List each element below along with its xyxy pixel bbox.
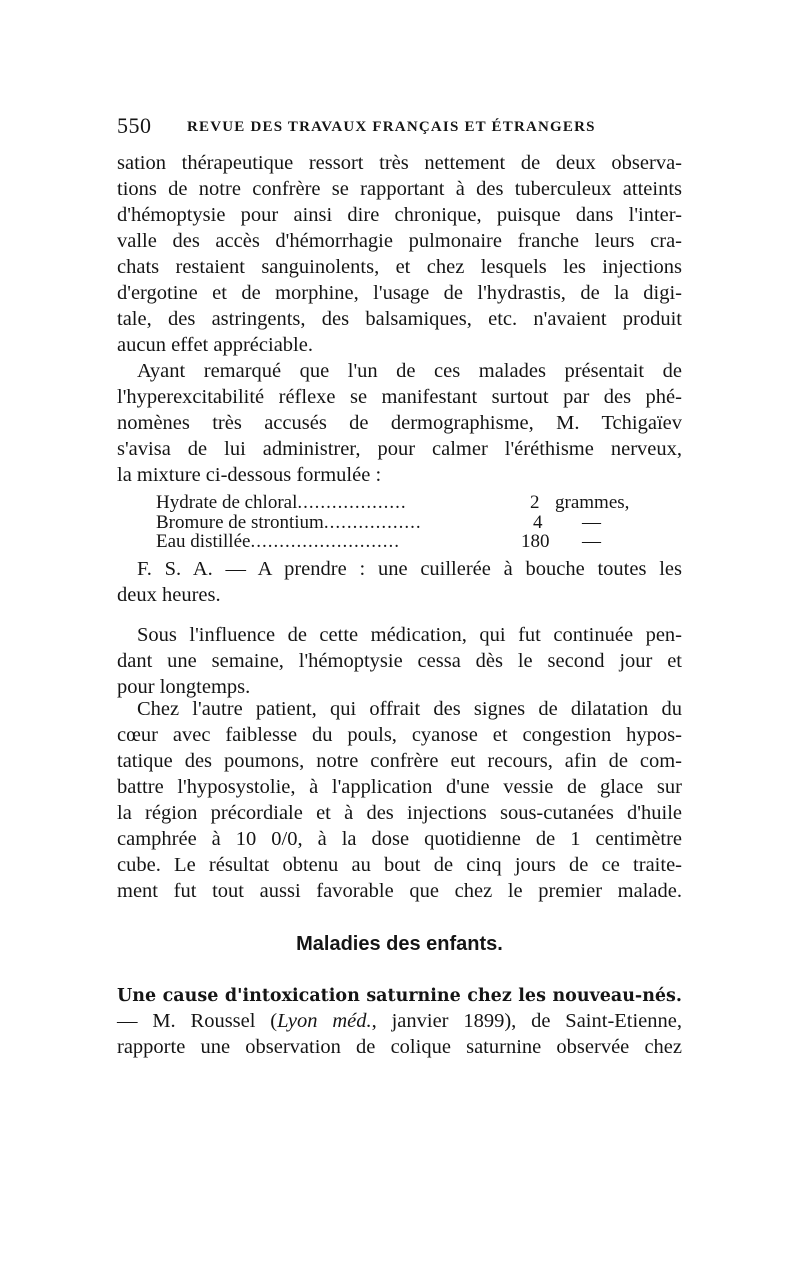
journal-name: Lyon méd. xyxy=(277,1010,372,1032)
ingredient-name: Eau distillée xyxy=(156,531,251,552)
text-segment: , janvier 1899), de Saint-Etienne, xyxy=(371,1010,683,1032)
text-line: deux heures. xyxy=(117,584,221,606)
text-line: d'hémoptysie pour ainsi dire chronique, puisque dans l'inter- xyxy=(117,204,682,226)
running-header xyxy=(117,113,682,143)
leader-dots: .......................... xyxy=(250,531,400,552)
leader-dots: ................. xyxy=(323,512,422,533)
running-title: REVUE DES TRAVAUX FRANÇAIS ET ÉTRANGERS xyxy=(187,119,596,135)
text-line: tatique des poumons, notre confrère eut recours, afin de com- xyxy=(117,750,682,772)
text-line: rapporte une observation de colique saturnine observée chez xyxy=(117,1036,682,1058)
text-line: pour longtemps. xyxy=(117,676,251,698)
text-line: chats restaient sanguinolents, et chez lesquels les injections xyxy=(117,256,682,278)
article-title-text: Une cause d'intoxication saturnine chez les nouveau-nés. xyxy=(117,986,682,1006)
text-line: Ayant remarqué que l'un de ces malades présentait de xyxy=(137,360,682,382)
page-number: 550 xyxy=(117,113,152,138)
text-line: Chez l'autre patient, qui offrait des signes de dilatation du xyxy=(137,698,682,720)
text-line: d'ergotine et de morphine, l'usage de l'hydrastis, de la digi- xyxy=(117,282,682,304)
ingredient-quantity: 180 xyxy=(521,531,550,552)
text-line: la région précordiale et à des injections sous-cutanées d'huile xyxy=(117,802,682,824)
text-line: ment fut tout aussi favorable que chez le premier malade. xyxy=(117,880,682,902)
ingredient-unit: — xyxy=(582,531,601,552)
text-line: tions de notre confrère se rapportant à des tuberculeux atteints xyxy=(117,178,682,200)
text-segment: — M. Roussel ( xyxy=(117,1010,278,1032)
text-line xyxy=(117,1008,682,1034)
ingredient-name: Bromure de strontium xyxy=(156,512,324,533)
text-line: sation thérapeutique ressort très nettement de deux observa- xyxy=(117,152,682,174)
text-line: la mixture ci-dessous formulée : xyxy=(117,464,382,486)
text-line: nomènes très accusés de dermographisme, M. Tchigaïev xyxy=(117,412,682,434)
article-title xyxy=(117,982,682,1008)
ingredient-quantity: 4 xyxy=(533,512,543,533)
text-line: valle des accès d'hémorrhagie pulmonaire franche leurs cra- xyxy=(117,230,682,252)
text-line: Sous l'influence de cette médication, qui fut continuée pen- xyxy=(137,624,682,646)
text-line: battre l'hyposystolie, à l'application d'une vessie de glace sur xyxy=(117,776,682,798)
text-line: dant une semaine, l'hémoptysie cessa dès le second jour et xyxy=(117,650,682,672)
ingredient-unit: — xyxy=(582,512,601,533)
ingredient-quantity: 2 xyxy=(530,492,540,513)
text-line: s'avisa de lui administrer, pour calmer l'éréthisme nerveux, xyxy=(117,438,682,460)
text-line: cœur avec faiblesse du pouls, cyanose et congestion hypos- xyxy=(117,724,682,746)
ingredient-name: Hydrate de chloral xyxy=(156,492,298,513)
text-line: tale, des astringents, des balsamiques, etc. n'avaient produit xyxy=(117,308,682,330)
text-line: aucun effet appréciable. xyxy=(117,334,313,356)
text-line: cube. Le résultat obtenu au bout de cinq jours de ce traite- xyxy=(117,854,682,876)
ingredient-unit: grammes, xyxy=(555,492,630,513)
section-heading: Maladies des enfants. xyxy=(296,933,503,955)
text-line: l'hyperexcitabilité réflexe se manifestant surtout par des phé- xyxy=(117,386,682,408)
text-line: camphrée à 10 0/0, à la dose quotidienne de 1 centimètre xyxy=(117,828,682,850)
text-line: F. S. A. — A prendre : une cuillerée à bouche toutes les xyxy=(137,558,682,580)
leader-dots: ................... xyxy=(297,492,407,513)
